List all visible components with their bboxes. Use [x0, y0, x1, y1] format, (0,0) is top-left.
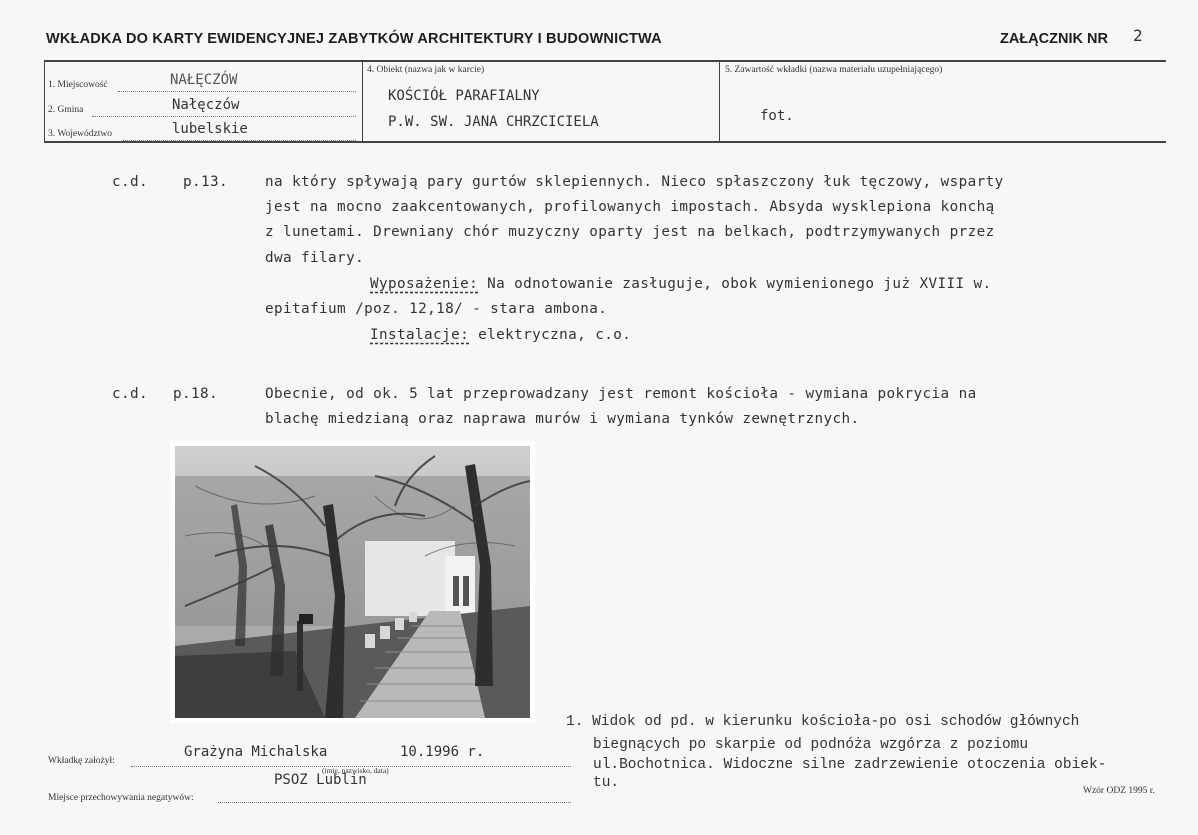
church-photo-image	[175, 446, 530, 718]
field-place-line	[118, 91, 356, 92]
paragraph-1-line-5	[370, 276, 992, 292]
form-model: Wzór ODZ 1995 r.	[1083, 786, 1155, 796]
field-object-label: 4. Obiekt (nazwa jak w karcie)	[367, 65, 485, 75]
field-place-label: 1. Miejscowość	[48, 80, 108, 90]
photo-caption-line-4: tu.	[593, 775, 620, 791]
header-divider-1	[362, 60, 363, 143]
photo-caption-line-1: 1. Widok od pd. w kierunku kościoła-po osi schodów głównych	[566, 714, 1080, 730]
annex-label: ZAŁĄCZNIK NR	[1000, 31, 1108, 47]
paragraph-1-ref-b: p.13.	[183, 174, 229, 190]
author-label: Wkładkę założył:	[48, 756, 115, 766]
field-commune-label: 2. Gmina	[48, 105, 84, 115]
field-object-value-1: KOŚCIÓŁ PARAFIALNY	[388, 88, 540, 104]
field-voivodeship-line	[123, 140, 356, 141]
field-place-value: NAŁĘCZÓW	[170, 72, 238, 88]
paragraph-2-line-1: Obecnie, od ok. 5 lat przeprowadzany jest remont kościoła - wymiana pokrycia na	[265, 386, 977, 402]
header-left-border	[44, 60, 45, 143]
paragraph-1-line-7	[370, 327, 631, 343]
negatives-label: Miejsce przechowywania negatywów:	[48, 793, 194, 803]
paragraph-1-line-4: dwa filary.	[265, 250, 365, 266]
annex-number: 2	[1133, 26, 1143, 45]
author-institution: PSOZ Lublin	[274, 772, 367, 788]
photo-caption-line-2: biegnących po skarpie od podnóża wzgórza z poziomu	[593, 737, 1029, 753]
paragraph-1-line-3: z lunetami. Drewniany chór muzyczny oparty jest na belkach, podtrzymywanych przez	[265, 224, 995, 240]
author-name: Grażyna Michalska	[184, 744, 328, 760]
header-divider-2	[719, 60, 720, 143]
field-commune-line	[92, 116, 356, 117]
field-commune-value: Nałęczów	[172, 97, 240, 113]
field-content-label: 5. Zawartość wkładki (nazwa materiału uzupełniającego)	[725, 65, 943, 75]
paragraph-2-line-2: blachę miedzianą oraz naprawa murów i wymiana tynków zewnętrznych.	[265, 411, 860, 427]
author-sublabel: (imię, nazwisko, data)	[322, 766, 389, 775]
field-object-value-2: P.W. SW. JANA CHRZCICIELA	[388, 114, 599, 130]
header-top-rule	[44, 60, 1166, 62]
header-bottom-rule	[44, 141, 1166, 143]
paragraph-1-line-1: na który spływają pary gurtów sklepiennych. Nieco spłaszczony łuk tęczowy, wsparty	[265, 174, 1004, 190]
paragraph-2-ref-a: c.d.	[112, 386, 149, 402]
field-voivodeship-label: 3. Województwo	[48, 129, 112, 139]
field-content-value: fot.	[760, 108, 794, 124]
paragraph-1-ref-a: c.d.	[112, 174, 149, 190]
field-voivodeship-value: lubelskie	[172, 121, 248, 137]
form-title: WKŁADKA DO KARTY EWIDENCYJNEJ ZABYTKÓW ARCHITEKTURY I BUDOWNICTWA	[46, 31, 662, 47]
installations-heading: Instalacje:	[370, 327, 470, 343]
author-date: 10.1996 r.	[400, 744, 485, 760]
photo-caption-line-3: ul.Bochotnica. Widoczne silne zadrzewienie otoczenia obiek-	[593, 757, 1107, 773]
equipment-text: Na odnotowanie zasługuje, obok wymienionego już XVIII w.	[478, 276, 992, 292]
equipment-heading: Wyposażenie:	[370, 276, 479, 292]
paragraph-1-line-2: jest na mocno zaakcentowanych, profilowanych impostach. Absyda wysklepiona konchą	[265, 199, 995, 215]
paragraph-1-line-6: epitafium /poz. 12,18/ - stara ambona.	[265, 301, 608, 317]
paragraph-2-ref-b: p.18.	[173, 386, 219, 402]
church-photo	[175, 446, 530, 718]
negatives-line	[218, 802, 571, 803]
installations-text: elektryczna, c.o.	[469, 327, 632, 343]
